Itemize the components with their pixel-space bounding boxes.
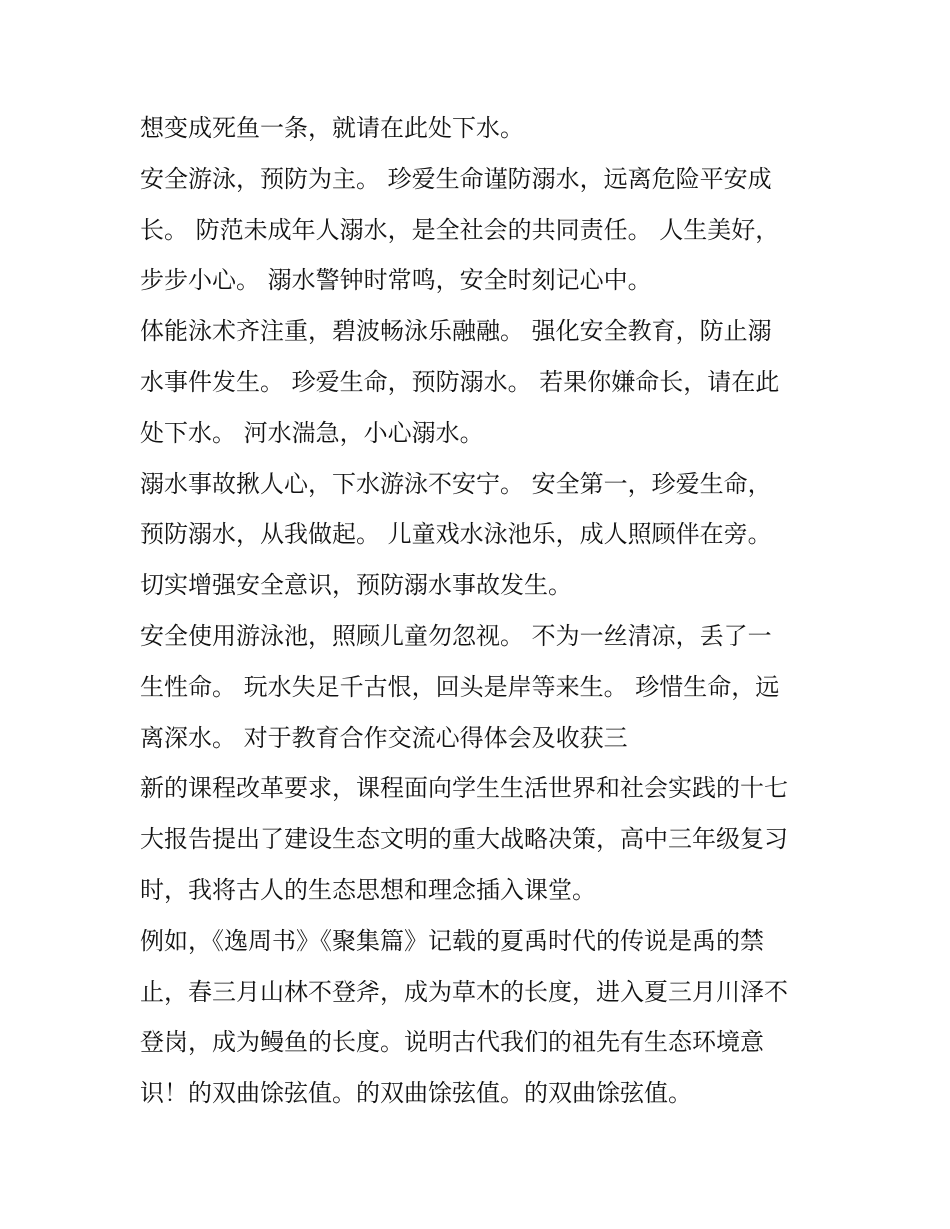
text-line: 生性命。 玩水失足千古恨，回头是岸等来生。 珍惜生命，远 bbox=[140, 672, 780, 701]
paragraph-6 bbox=[140, 763, 820, 915]
text-line: 预防溺水，从我做起。 儿童戏水泳池乐，成人照顾伴在旁。 bbox=[140, 520, 772, 549]
text-line: 离深水。 对于教育合作交流心得体会及收获三 bbox=[140, 723, 628, 752]
text-line: 水事件发生。 珍爱生命，预防溺水。 若果你嫌命长，请在此 bbox=[140, 367, 780, 396]
text-line: 想变成死鱼一条，就请在此处下水。 bbox=[140, 114, 524, 142]
paragraph-3 bbox=[140, 306, 820, 458]
text-line: 处下水。 河水湍急，小心溺水。 bbox=[140, 418, 484, 447]
text-line: 长。 防范未成年人溺水，是全社会的共同责任。 人生美好， bbox=[140, 215, 780, 244]
paragraph-4 bbox=[140, 459, 820, 611]
text-line: 时，我将古人的生态思想和理念插入课堂。 bbox=[140, 875, 596, 904]
text-line: 步步小心。 溺水警钟时常鸣，安全时刻记心中。 bbox=[140, 266, 652, 295]
text-line: 登岗，成为鳗鱼的长度。说明古代我们的祖先有生态环境意 bbox=[140, 1028, 764, 1057]
text-line: 大报告提出了建设生态文明的重大战略决策，高中三年级复习 bbox=[140, 825, 788, 854]
text-line: 止，春三月山林不登斧，成为草木的长度，进入夏三月川泽不 bbox=[140, 977, 788, 1006]
text-line: 例如，《逸周书》《聚集篇》记载的夏禹时代的传说是禹的禁 bbox=[140, 926, 764, 955]
document-body bbox=[140, 103, 820, 1119]
text-line: 新的课程改革要求，课程面向学生生活世界和社会实践的十七 bbox=[140, 774, 788, 803]
text-line: 切实增强安全意识，预防溺水事故发生。 bbox=[140, 571, 572, 600]
text-line: 识！的双曲馀弦值。的双曲馀弦值。的双曲馀弦值。 bbox=[140, 1079, 692, 1108]
paragraph-2 bbox=[140, 154, 820, 306]
paragraph-7 bbox=[140, 916, 820, 1119]
paragraph-1 bbox=[140, 103, 820, 154]
text-line: 安全使用游泳池，照顾儿童勿忽视。 不为一丝清凉，丢了一 bbox=[140, 621, 772, 650]
text-line: 溺水事故揪人心，下水游泳不安宁。 安全第一，珍爱生命， bbox=[140, 469, 772, 498]
text-line: 体能泳术齐注重，碧波畅泳乐融融。 强化安全教育，防止溺 bbox=[140, 317, 772, 346]
text-line: 安全游泳，预防为主。 珍爱生命谨防溺水，远离危险平安成 bbox=[140, 164, 772, 193]
paragraph-5 bbox=[140, 611, 820, 763]
